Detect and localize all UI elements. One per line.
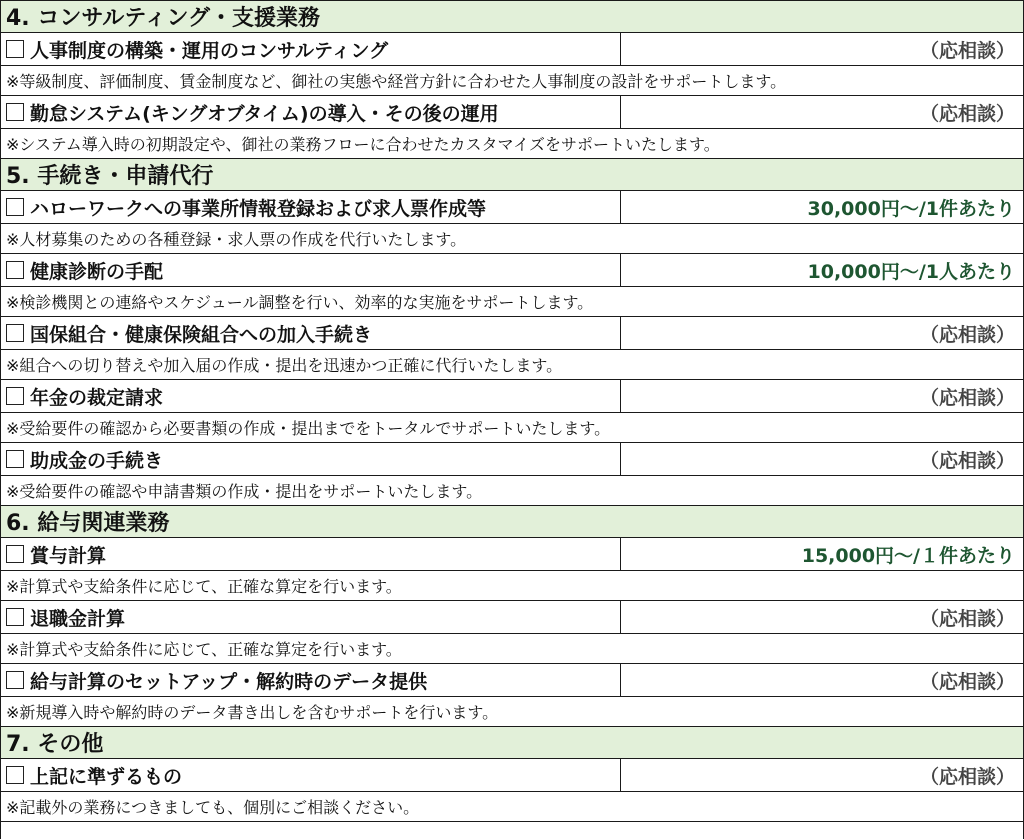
service-note <box>1 224 1023 254</box>
service-name: 上記に準ずるもの <box>30 765 183 788</box>
price-cell <box>621 317 1023 349</box>
item-checkbox[interactable] <box>6 198 24 216</box>
price-text: （応相談） <box>919 670 1015 693</box>
section-title: 4. コンサルティング・支援業務 <box>6 6 321 31</box>
service-name-cell <box>1 191 621 223</box>
note-text: ※受給要件の確認から必要書類の作成・提出までをトータルでサポートいたします。 <box>6 419 611 438</box>
service-name: 退職金計算 <box>30 607 126 630</box>
section-header <box>1 1 1023 33</box>
service-name-cell <box>1 443 621 475</box>
service-name: ハローワークへの事業所情報登録および求人票作成等 <box>30 197 487 220</box>
service-name-cell <box>1 380 621 412</box>
section-title: 7. その他 <box>6 732 104 757</box>
service-name: 給与計算のセットアップ・解約時のデータ提供 <box>30 670 428 693</box>
section-header <box>1 506 1023 538</box>
price-cell <box>621 254 1023 286</box>
service-note <box>1 129 1023 159</box>
price-text: 15,000円〜/１件あたり <box>801 544 1015 567</box>
price-cell <box>621 96 1023 128</box>
service-name: 人事制度の構築・運用のコンサルティング <box>30 39 389 62</box>
price-text: 30,000円〜/1件あたり <box>807 197 1015 220</box>
service-item-row <box>1 380 1023 413</box>
service-name: 勤怠システム(キングオブタイム)の導入・その後の運用 <box>30 102 499 125</box>
service-name-cell <box>1 33 621 65</box>
price-cell <box>621 601 1023 633</box>
price-cell <box>621 191 1023 223</box>
price-cell <box>621 33 1023 65</box>
service-item-row <box>1 33 1023 66</box>
service-name: 賞与計算 <box>30 544 107 567</box>
service-note <box>1 571 1023 601</box>
price-text: （応相談） <box>919 765 1015 788</box>
item-checkbox[interactable] <box>6 545 24 563</box>
service-item-row <box>1 759 1023 792</box>
service-item-row <box>1 317 1023 350</box>
service-note <box>1 476 1023 506</box>
note-text: ※システム導入時の初期設定や、御社の業務フローに合わせたカスタマイズをサポートいたします。 <box>6 135 720 154</box>
service-item-row <box>1 664 1023 697</box>
note-text: ※人材募集のための各種登録・求人票の作成を代行いたします。 <box>6 230 467 249</box>
service-note <box>1 413 1023 443</box>
service-note <box>1 287 1023 317</box>
service-name-cell <box>1 664 621 696</box>
item-checkbox[interactable] <box>6 40 24 58</box>
service-note <box>1 697 1023 727</box>
note-text: ※検診機関との連絡やスケジュール調整を行い、効率的な実施をサポートします。 <box>6 293 594 312</box>
service-name-cell <box>1 254 621 286</box>
section-title: 6. 給与関連業務 <box>6 511 170 536</box>
service-note <box>1 350 1023 380</box>
section-title: 5. 手続き・申請代行 <box>6 164 214 189</box>
note-text: ※記載外の業務につきましても、個別にご相談ください。 <box>6 798 420 817</box>
item-checkbox[interactable] <box>6 387 24 405</box>
note-text: ※計算式や支給条件に応じて、正確な算定を行います。 <box>6 640 402 659</box>
item-checkbox[interactable] <box>6 450 24 468</box>
item-checkbox[interactable] <box>6 671 24 689</box>
note-text: ※新規導入時や解約時のデータ書き出しを含むサポートを行います。 <box>6 703 499 722</box>
note-text: ※受給要件の確認や申請書類の作成・提出をサポートいたします。 <box>6 482 483 501</box>
price-cell <box>621 759 1023 791</box>
service-item-row <box>1 96 1023 129</box>
service-item-row <box>1 601 1023 634</box>
service-note <box>1 634 1023 664</box>
service-name: 年金の裁定請求 <box>30 386 164 409</box>
service-note <box>1 792 1023 822</box>
price-cell <box>621 380 1023 412</box>
price-text: （応相談） <box>919 449 1015 472</box>
note-text: ※計算式や支給条件に応じて、正確な算定を行います。 <box>6 577 402 596</box>
service-item-row <box>1 191 1023 224</box>
service-name-cell <box>1 759 621 791</box>
service-name-cell <box>1 317 621 349</box>
price-cell <box>621 443 1023 475</box>
section-header <box>1 727 1023 759</box>
note-text: ※等級制度、評価制度、賃金制度など、御社の実態や経営方針に合わせた人事制度の設計をサポートします。 <box>6 72 787 91</box>
price-text: （応相談） <box>919 386 1015 409</box>
service-name: 国保組合・健康保険組合への加入手続き <box>30 323 373 346</box>
price-text: （応相談） <box>919 323 1015 346</box>
service-name-cell <box>1 538 621 570</box>
item-checkbox[interactable] <box>6 766 24 784</box>
service-item-row <box>1 254 1023 287</box>
price-cell <box>621 664 1023 696</box>
price-text: （応相談） <box>919 102 1015 125</box>
service-name-cell <box>1 601 621 633</box>
price-text: （応相談） <box>919 39 1015 62</box>
item-checkbox[interactable] <box>6 324 24 342</box>
item-checkbox[interactable] <box>6 608 24 626</box>
service-note <box>1 66 1023 96</box>
section-header <box>1 159 1023 191</box>
price-cell <box>621 538 1023 570</box>
price-text: 10,000円〜/1人あたり <box>807 260 1015 283</box>
item-checkbox[interactable] <box>6 261 24 279</box>
item-checkbox[interactable] <box>6 103 24 121</box>
service-item-row <box>1 538 1023 571</box>
service-name: 健康診断の手配 <box>30 260 164 283</box>
service-name: 助成金の手続き <box>30 449 164 472</box>
note-text: ※組合への切り替えや加入届の作成・提出を迅速かつ正確に代行いたします。 <box>6 356 563 375</box>
service-name-cell <box>1 96 621 128</box>
price-text: （応相談） <box>919 607 1015 630</box>
service-item-row <box>1 443 1023 476</box>
